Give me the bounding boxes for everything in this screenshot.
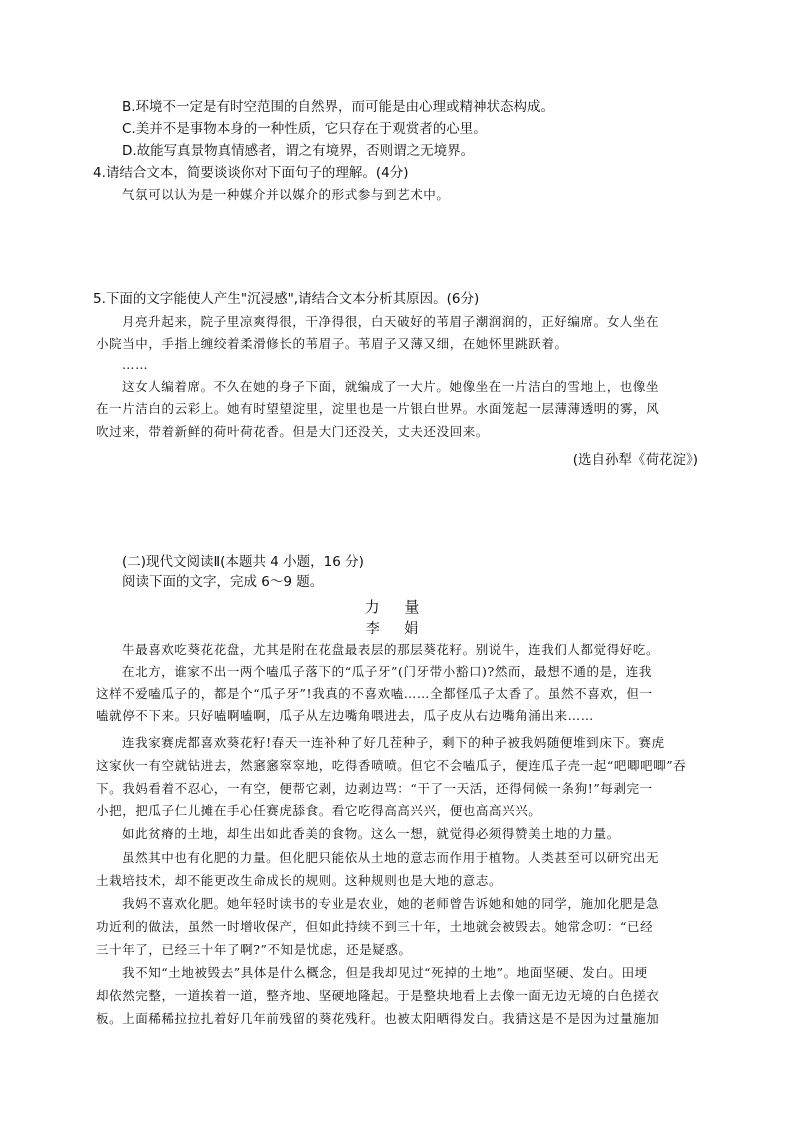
article-line: 嗑就停不下来。只好嗑啊嗑啊，瓜子从左边嘴角喂进去，瓜子皮从右边嘴角涌出来…… xyxy=(96,708,594,723)
article-line: 下。我妈看着不忍心，一有空，便帮它剥，边剥边骂：“干了一天活，还得伺候一条狗!”每剥完一 xyxy=(96,781,653,796)
article-line: 在北方，谁家不出一两个嗑瓜子落下的“瓜子牙”(门牙带小豁口)?然而，最想不通的是，连我 xyxy=(122,664,653,679)
article-line: 这家伙一有空就钻进去，然窸窸窣窣地，吃得香喷喷。但它不会嗑瓜子，便连瓜子壳一起“吧唧吧唧”吞 xyxy=(96,758,687,773)
passage-line: 吹过来，带着新鲜的荷叶荷花香。但是大门还没关，丈夫还没回来。 xyxy=(96,424,490,439)
question-5: 5.下面的文字能使人产生"沉浸感",请结合文本分析其原因。(6分) xyxy=(93,291,480,307)
article-line: 这样不爱嗑瓜子的，都是个“瓜子牙”!我真的不喜欢嗑……全都怪瓜子太香了。虽然不喜欢，但一 xyxy=(96,686,653,701)
article-line: 虽然其中也有化肥的力量。但化肥只能依从土地的意志而作用于植物。人类甚至可以研究出无 xyxy=(122,850,660,865)
option-d: D.故能写真景物真情感者，谓之有境界，否则谓之无境界。 xyxy=(122,143,475,159)
article-line: 却依然完整，一道挨着一道，整齐地、坚硬地隆起。于是整块地看上去像一面无边无境的白色搓衣 xyxy=(96,988,660,1003)
passage-line: 小院当中，手指上缠绞着柔滑修长的苇眉子。苇眉子又薄又细，在她怀里跳跃着。 xyxy=(96,336,568,351)
article-line: 牛最喜欢吃葵花花盘，尤其是附在花盘最表层的那层葵花籽。别说牛，连我们人都觉得好吃。 xyxy=(122,642,660,657)
question-4-quote: 气氛可以认为是一种媒介并以媒介的形式参与到艺术中。 xyxy=(122,187,450,202)
article-title: 力 量 xyxy=(364,598,430,616)
article-line: 三十年了，已经三十年了啊?”不知是忧虑，还是疑惑。 xyxy=(96,942,412,957)
article-author: 李 娟 xyxy=(365,621,429,637)
article-line: 如此贫瘠的土地，却生出如此香美的食物。这么一想，就觉得必须得赞美土地的力量。 xyxy=(122,826,620,841)
passage-source: (选自孙犁《荷花淀》) xyxy=(572,452,698,468)
passage-line: 这女人编着席。不久在她的身子下面，就编成了一大片。她像坐在一片洁白的雪地上，也像坐 xyxy=(122,379,660,394)
article-line: 小把，把瓜子仁儿摊在手心任赛虎舔食。看它吃得高高兴兴，便也高高兴兴。 xyxy=(96,803,542,818)
passage-line: 月亮升起来，院子里凉爽得很，干净得很，白天破好的苇眉子潮润润的，正好编席。女人坐在 xyxy=(122,314,660,329)
section-instruction: 阅读下面的文字，完成 6～9 题。 xyxy=(122,574,324,590)
option-b: B.环境不一定是有时空范围的自然界，而可能是由心理或精神状态构成。 xyxy=(122,99,555,115)
passage-line: 在一片洁白的云彩上。她有时望望淀里，淀里也是一片银白世界。水面笼起一层薄薄透明的雾，风 xyxy=(96,401,660,416)
article-line: 连我家赛虎都喜欢葵花籽!春天一连补种了好几茬种子，剩下的种子被我妈随便堆到床下。赛虎 xyxy=(122,735,665,750)
article-line: 土栽培技术，却不能更改生命成长的规则。这种规则也是大地的意志。 xyxy=(96,873,503,888)
article-line: 板。上面稀稀拉拉扎着好几年前残留的葵花残秆。也被太阳晒得发白。我猜这是不是因为过量施加 xyxy=(96,1011,660,1026)
article-line: 功近利的做法，虽然一时增收保产，但如此持续不到三十年，土地就会被毁去。她常念叨：“已经 xyxy=(96,919,654,934)
passage-ellipsis: …… xyxy=(122,357,149,372)
section-header: (二)现代文阅读Ⅱ(本题共 4 小题，16 分) xyxy=(122,554,364,570)
article-line: 我不知“土地被毁去”具体是什么概念，但是我却见过“死掉的土地”。地面坚硬、发白。田埂 xyxy=(122,965,648,980)
article-line: 我妈不喜欢化肥。她年轻时读书的专业是农业，她的老师曾告诉她和她的同学，施加化肥是急 xyxy=(122,896,660,911)
question-4: 4.请结合文本，简要谈谈你对下面句子的理解。(4分) xyxy=(93,165,409,181)
option-c: C.美并不是事物本身的一种性质，它只存在于观赏者的心里。 xyxy=(122,121,487,137)
